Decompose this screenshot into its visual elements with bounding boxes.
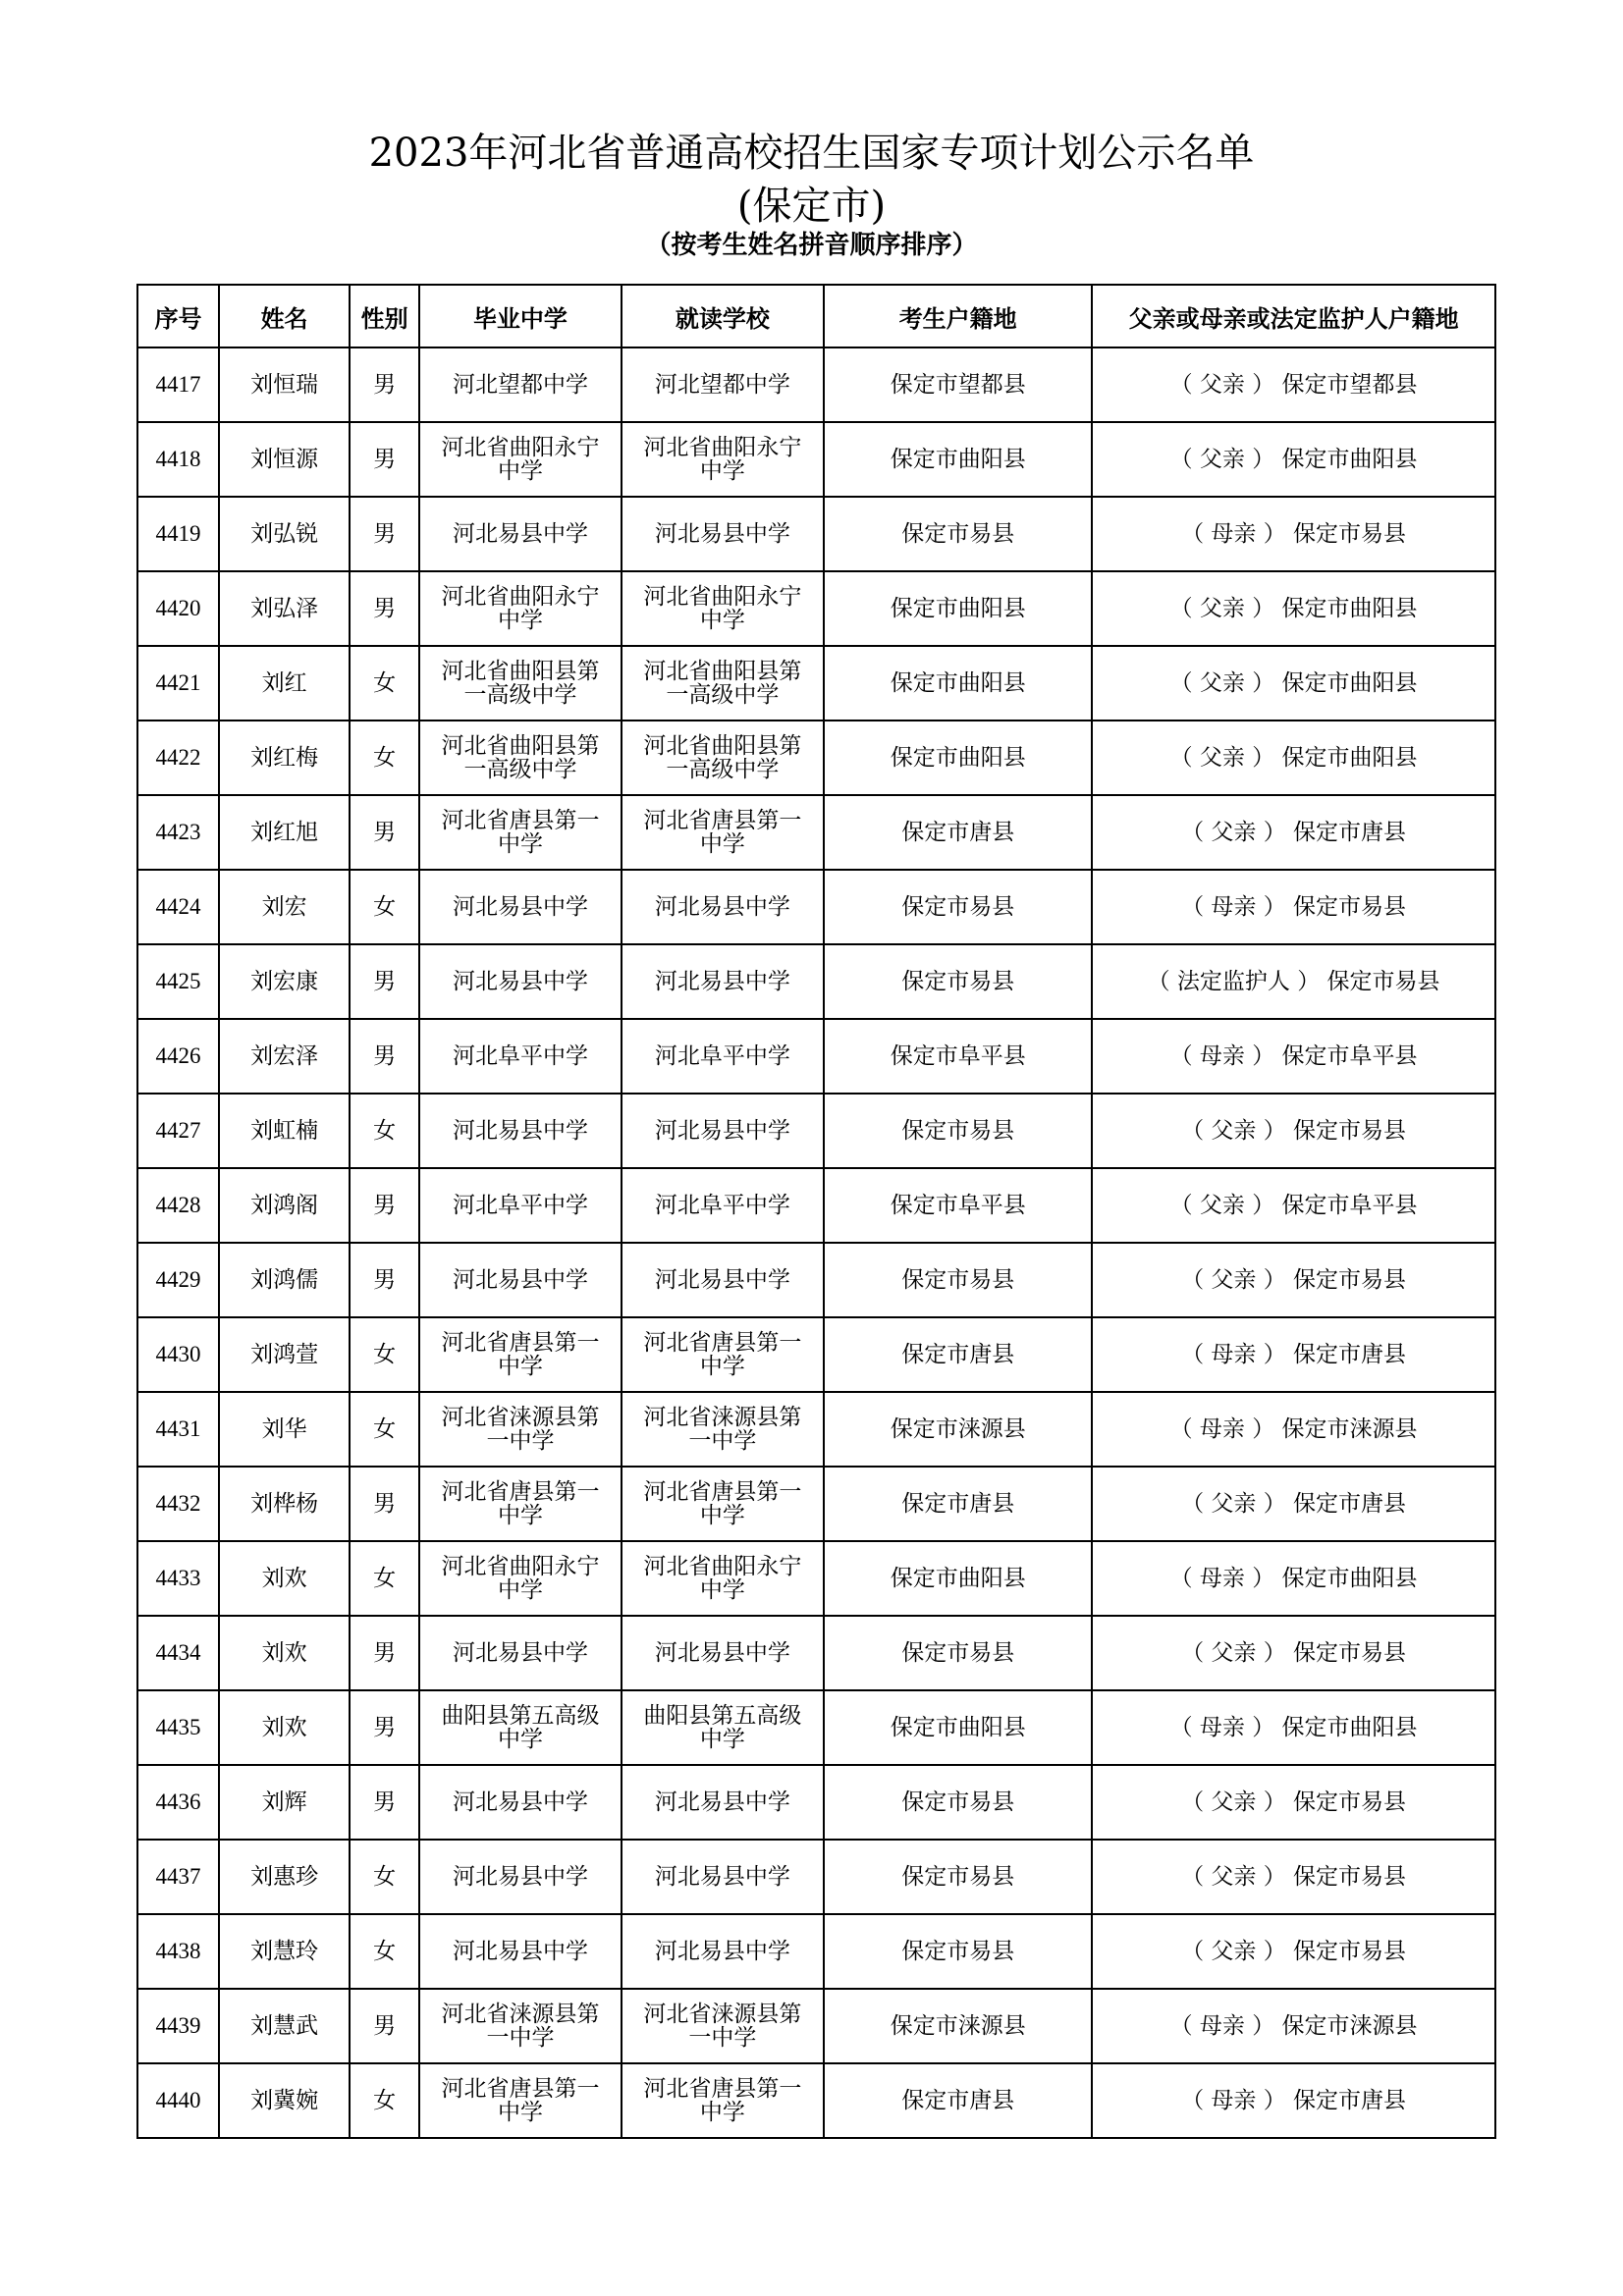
cell-number: 4427 (137, 1094, 219, 1168)
header-graduation-school: 毕业中学 (419, 285, 621, 347)
cell-hukou: 保定市唐县 (824, 1317, 1092, 1392)
roster-table (136, 284, 1496, 2139)
cell-hukou: 保定市望都县 (824, 347, 1092, 422)
cell-name: 刘慧玲 (219, 1914, 350, 1989)
cell-graduation-school: 河北望都中学 (419, 347, 621, 422)
cell-parent-hukou: （ 父亲 ） 保定市阜平县 (1092, 1168, 1495, 1243)
cell-name: 刘虹楠 (219, 1094, 350, 1168)
cell-number: 4436 (137, 1765, 219, 1840)
cell-name: 刘华 (219, 1392, 350, 1467)
cell-parent-hukou: （ 父亲 ） 保定市易县 (1092, 1765, 1495, 1840)
cell-number: 4417 (137, 347, 219, 422)
cell-graduation-school: 河北省曲阳县第一高级中学 (419, 646, 621, 721)
cell-hukou: 保定市唐县 (824, 1467, 1092, 1541)
cell-number: 4423 (137, 795, 219, 870)
cell-graduation-school: 河北易县中学 (419, 1914, 621, 1989)
table-row (137, 1392, 1495, 1467)
cell-name: 刘红梅 (219, 721, 350, 795)
table-row (137, 2063, 1495, 2138)
cell-name: 刘冀婉 (219, 2063, 350, 2138)
cell-gender: 男 (350, 1690, 419, 1765)
cell-gender: 男 (350, 1765, 419, 1840)
table-row (137, 1094, 1495, 1168)
cell-gender: 男 (350, 1168, 419, 1243)
cell-number: 4424 (137, 870, 219, 944)
cell-hukou: 保定市曲阳县 (824, 721, 1092, 795)
cell-graduation-school: 河北易县中学 (419, 870, 621, 944)
table-row (137, 646, 1495, 721)
cell-hukou: 保定市阜平县 (824, 1019, 1092, 1094)
header-number: 序号 (137, 285, 219, 347)
cell-number: 4440 (137, 2063, 219, 2138)
cell-gender: 男 (350, 944, 419, 1019)
cell-parent-hukou: （ 母亲 ） 保定市唐县 (1092, 2063, 1495, 2138)
cell-current-school: 河北阜平中学 (622, 1019, 825, 1094)
cell-hukou: 保定市涞源县 (824, 1989, 1092, 2063)
cell-current-school: 河北望都中学 (622, 347, 825, 422)
cell-hukou: 保定市易县 (824, 870, 1092, 944)
table-row (137, 571, 1495, 646)
cell-name: 刘桦杨 (219, 1467, 350, 1541)
cell-hukou: 保定市易县 (824, 1840, 1092, 1914)
cell-hukou: 保定市曲阳县 (824, 646, 1092, 721)
cell-graduation-school: 河北易县中学 (419, 1243, 621, 1317)
cell-current-school: 河北省唐县第一中学 (622, 2063, 825, 2138)
cell-hukou: 保定市唐县 (824, 795, 1092, 870)
cell-name: 刘欢 (219, 1541, 350, 1616)
cell-hukou: 保定市阜平县 (824, 1168, 1092, 1243)
cell-graduation-school: 河北省唐县第一中学 (419, 795, 621, 870)
cell-gender: 男 (350, 422, 419, 497)
cell-current-school: 河北省曲阳永宁中学 (622, 422, 825, 497)
cell-name: 刘红旭 (219, 795, 350, 870)
cell-parent-hukou: （ 父亲 ） 保定市曲阳县 (1092, 721, 1495, 795)
table-row (137, 1317, 1495, 1392)
table-row (137, 1541, 1495, 1616)
cell-gender: 男 (350, 347, 419, 422)
cell-number: 4426 (137, 1019, 219, 1094)
cell-parent-hukou: （ 父亲 ） 保定市望都县 (1092, 347, 1495, 422)
cell-parent-hukou: （ 母亲 ） 保定市曲阳县 (1092, 1690, 1495, 1765)
cell-hukou: 保定市易县 (824, 1094, 1092, 1168)
cell-graduation-school: 河北省唐县第一中学 (419, 1467, 621, 1541)
cell-graduation-school: 河北省曲阳县第一高级中学 (419, 721, 621, 795)
table-row (137, 1616, 1495, 1690)
cell-name: 刘宏康 (219, 944, 350, 1019)
cell-hukou: 保定市曲阳县 (824, 1541, 1092, 1616)
header-gender: 性别 (350, 285, 419, 347)
cell-hukou: 保定市易县 (824, 1765, 1092, 1840)
cell-name: 刘惠珍 (219, 1840, 350, 1914)
cell-number: 4438 (137, 1914, 219, 1989)
cell-parent-hukou: （ 父亲 ） 保定市易县 (1092, 1094, 1495, 1168)
cell-current-school: 河北阜平中学 (622, 1168, 825, 1243)
cell-current-school: 河北省唐县第一中学 (622, 1467, 825, 1541)
cell-gender: 男 (350, 1616, 419, 1690)
cell-hukou: 保定市唐县 (824, 2063, 1092, 2138)
table-body (137, 347, 1495, 2138)
table-row (137, 1690, 1495, 1765)
cell-number: 4422 (137, 721, 219, 795)
cell-graduation-school: 河北易县中学 (419, 1765, 621, 1840)
cell-name: 刘恒瑞 (219, 347, 350, 422)
table-row (137, 721, 1495, 795)
cell-number: 4439 (137, 1989, 219, 2063)
cell-current-school: 河北省曲阳永宁中学 (622, 571, 825, 646)
cell-gender: 女 (350, 1914, 419, 1989)
cell-number: 4434 (137, 1616, 219, 1690)
cell-parent-hukou: （ 母亲 ） 保定市阜平县 (1092, 1019, 1495, 1094)
cell-parent-hukou: （ 父亲 ） 保定市易县 (1092, 1840, 1495, 1914)
cell-hukou: 保定市曲阳县 (824, 571, 1092, 646)
cell-gender: 女 (350, 1094, 419, 1168)
cell-gender: 女 (350, 1541, 419, 1616)
cell-number: 4432 (137, 1467, 219, 1541)
table-row (137, 1019, 1495, 1094)
cell-number: 4421 (137, 646, 219, 721)
cell-parent-hukou: （ 法定监护人 ） 保定市易县 (1092, 944, 1495, 1019)
cell-number: 4418 (137, 422, 219, 497)
table-row (137, 1989, 1495, 2063)
cell-current-school: 河北易县中学 (622, 1765, 825, 1840)
table-row (137, 1243, 1495, 1317)
cell-gender: 女 (350, 2063, 419, 2138)
cell-gender: 女 (350, 1317, 419, 1392)
cell-number: 4420 (137, 571, 219, 646)
cell-graduation-school: 河北省唐县第一中学 (419, 1317, 621, 1392)
header-hukou: 考生户籍地 (824, 285, 1092, 347)
cell-parent-hukou: （ 母亲 ） 保定市易县 (1092, 497, 1495, 571)
cell-current-school: 河北易县中学 (622, 497, 825, 571)
document-subtitle: (保定市) (736, 184, 887, 229)
cell-graduation-school: 河北省唐县第一中学 (419, 2063, 621, 2138)
cell-graduation-school: 河北易县中学 (419, 1616, 621, 1690)
cell-hukou: 保定市易县 (824, 944, 1092, 1019)
cell-hukou: 保定市曲阳县 (824, 422, 1092, 497)
cell-parent-hukou: （ 母亲 ） 保定市易县 (1092, 870, 1495, 944)
cell-number: 4428 (137, 1168, 219, 1243)
cell-gender: 女 (350, 870, 419, 944)
table-row (137, 347, 1495, 422)
cell-current-school: 河北易县中学 (622, 1840, 825, 1914)
cell-number: 4430 (137, 1317, 219, 1392)
cell-parent-hukou: （ 父亲 ） 保定市唐县 (1092, 1467, 1495, 1541)
cell-graduation-school: 河北省曲阳永宁中学 (419, 422, 621, 497)
cell-parent-hukou: （ 母亲 ） 保定市曲阳县 (1092, 1541, 1495, 1616)
cell-name: 刘鸿儒 (219, 1243, 350, 1317)
cell-parent-hukou: （ 父亲 ） 保定市易县 (1092, 1616, 1495, 1690)
cell-current-school: 河北省涞源县第一中学 (622, 1392, 825, 1467)
cell-graduation-school: 河北易县中学 (419, 1840, 621, 1914)
cell-gender: 女 (350, 721, 419, 795)
cell-gender: 女 (350, 646, 419, 721)
cell-current-school: 河北易县中学 (622, 1914, 825, 1989)
table-row (137, 944, 1495, 1019)
cell-name: 刘宏泽 (219, 1019, 350, 1094)
cell-name: 刘弘泽 (219, 571, 350, 646)
cell-parent-hukou: （ 父亲 ） 保定市易县 (1092, 1914, 1495, 1989)
cell-gender: 男 (350, 571, 419, 646)
cell-name: 刘恒源 (219, 422, 350, 497)
table-row (137, 422, 1495, 497)
cell-hukou: 保定市易县 (824, 1243, 1092, 1317)
cell-current-school: 河北省唐县第一中学 (622, 795, 825, 870)
cell-hukou: 保定市涞源县 (824, 1392, 1092, 1467)
cell-current-school: 河北省涞源县第一中学 (622, 1989, 825, 2063)
cell-number: 4435 (137, 1690, 219, 1765)
cell-graduation-school: 河北省涞源县第一中学 (419, 1392, 621, 1467)
cell-gender: 男 (350, 1019, 419, 1094)
cell-name: 刘红 (219, 646, 350, 721)
cell-gender: 男 (350, 795, 419, 870)
cell-gender: 男 (350, 1467, 419, 1541)
cell-hukou: 保定市易县 (824, 497, 1092, 571)
cell-name: 刘弘锐 (219, 497, 350, 571)
cell-parent-hukou: （ 父亲 ） 保定市唐县 (1092, 795, 1495, 870)
cell-number: 4425 (137, 944, 219, 1019)
table-row (137, 1168, 1495, 1243)
cell-graduation-school: 河北阜平中学 (419, 1019, 621, 1094)
cell-name: 刘辉 (219, 1765, 350, 1840)
table-row (137, 1914, 1495, 1989)
cell-name: 刘鸿阁 (219, 1168, 350, 1243)
cell-parent-hukou: （ 父亲 ） 保定市易县 (1092, 1243, 1495, 1317)
cell-current-school: 河北省曲阳永宁中学 (622, 1541, 825, 1616)
cell-current-school: 曲阳县第五高级中学 (622, 1690, 825, 1765)
cell-name: 刘欢 (219, 1690, 350, 1765)
cell-parent-hukou: （ 母亲 ） 保定市涞源县 (1092, 1989, 1495, 2063)
cell-current-school: 河北省曲阳县第一高级中学 (622, 646, 825, 721)
cell-gender: 女 (350, 1840, 419, 1914)
cell-number: 4429 (137, 1243, 219, 1317)
cell-graduation-school: 河北易县中学 (419, 497, 621, 571)
cell-current-school: 河北省唐县第一中学 (622, 1317, 825, 1392)
cell-current-school: 河北易县中学 (622, 1616, 825, 1690)
cell-parent-hukou: （ 母亲 ） 保定市唐县 (1092, 1317, 1495, 1392)
cell-gender: 男 (350, 1243, 419, 1317)
table-row (137, 497, 1495, 571)
cell-parent-hukou: （ 父亲 ） 保定市曲阳县 (1092, 571, 1495, 646)
cell-number: 4431 (137, 1392, 219, 1467)
header-name: 姓名 (219, 285, 350, 347)
cell-graduation-school: 河北省曲阳永宁中学 (419, 1541, 621, 1616)
cell-graduation-school: 河北易县中学 (419, 1094, 621, 1168)
cell-name: 刘宏 (219, 870, 350, 944)
table-row (137, 1765, 1495, 1840)
cell-graduation-school: 河北省涞源县第一中学 (419, 1989, 621, 2063)
header-current-school: 就读学校 (622, 285, 825, 347)
cell-number: 4419 (137, 497, 219, 571)
table-header-row (137, 285, 1495, 347)
cell-number: 4433 (137, 1541, 219, 1616)
cell-name: 刘鸿萱 (219, 1317, 350, 1392)
table-row (137, 1840, 1495, 1914)
table-row (137, 870, 1495, 944)
cell-graduation-school: 曲阳县第五高级中学 (419, 1690, 621, 1765)
cell-hukou: 保定市易县 (824, 1914, 1092, 1989)
cell-current-school: 河北省曲阳县第一高级中学 (622, 721, 825, 795)
cell-parent-hukou: （ 父亲 ） 保定市曲阳县 (1092, 646, 1495, 721)
sort-note: （按考生姓名拼音顺序排序） (645, 231, 978, 260)
cell-parent-hukou: （ 父亲 ） 保定市曲阳县 (1092, 422, 1495, 497)
cell-current-school: 河北易县中学 (622, 1243, 825, 1317)
cell-current-school: 河北易县中学 (622, 1094, 825, 1168)
cell-graduation-school: 河北省曲阳永宁中学 (419, 571, 621, 646)
cell-name: 刘慧武 (219, 1989, 350, 2063)
cell-graduation-school: 河北阜平中学 (419, 1168, 621, 1243)
table-row (137, 795, 1495, 870)
cell-name: 刘欢 (219, 1616, 350, 1690)
cell-hukou: 保定市曲阳县 (824, 1690, 1092, 1765)
cell-gender: 男 (350, 1989, 419, 2063)
cell-graduation-school: 河北易县中学 (419, 944, 621, 1019)
cell-gender: 女 (350, 1392, 419, 1467)
cell-hukou: 保定市易县 (824, 1616, 1092, 1690)
header-parent-hukou: 父亲或母亲或法定监护人户籍地 (1092, 285, 1495, 347)
cell-parent-hukou: （ 母亲 ） 保定市涞源县 (1092, 1392, 1495, 1467)
table-row (137, 1467, 1495, 1541)
cell-current-school: 河北易县中学 (622, 944, 825, 1019)
cell-number: 4437 (137, 1840, 219, 1914)
cell-current-school: 河北易县中学 (622, 870, 825, 944)
cell-gender: 男 (350, 497, 419, 571)
document-title: 2023年河北省普通高校招生国家专项计划公示名单 (368, 131, 1255, 176)
